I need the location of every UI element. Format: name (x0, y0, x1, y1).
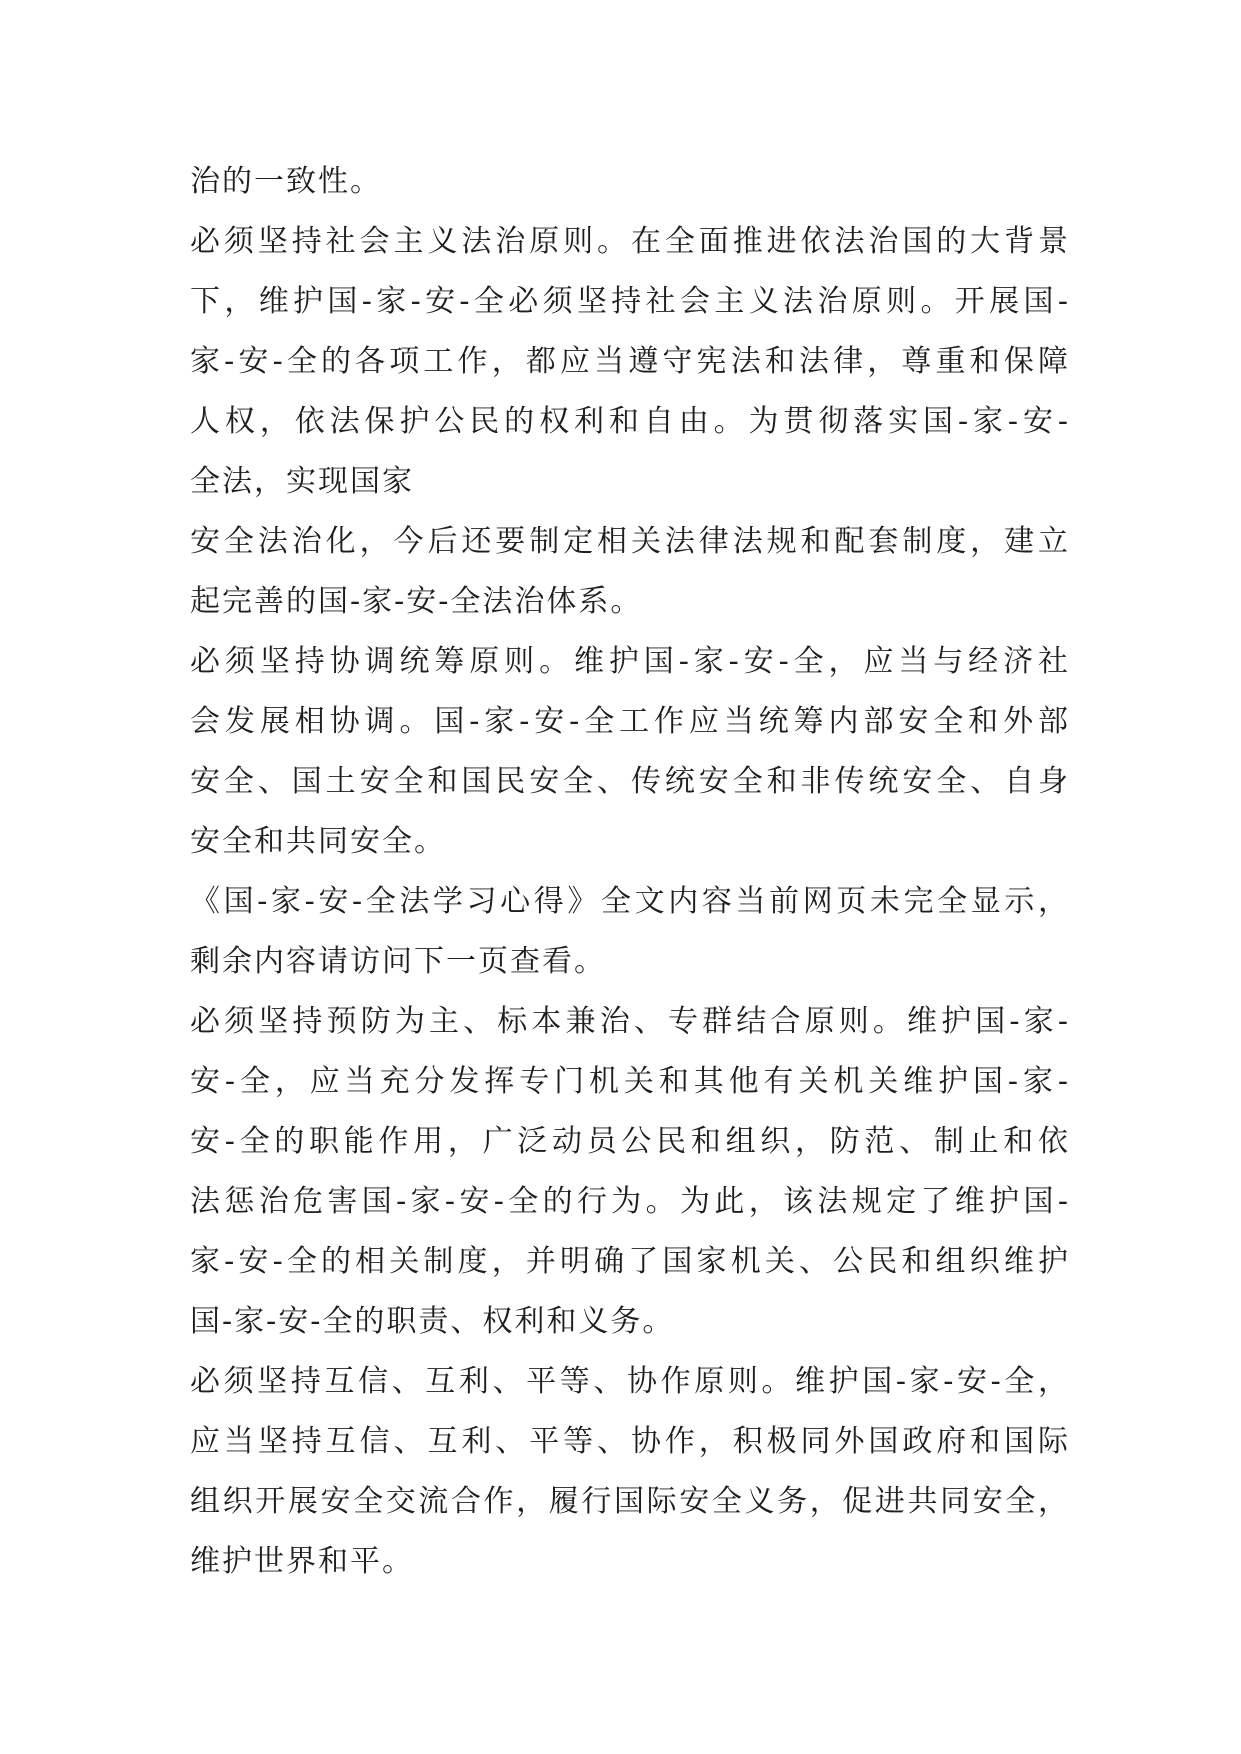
text-line: 法惩治危害国-家-安-全的行为。为此，该法规定了维护国- (190, 1184, 1070, 1219)
notice-line: 《国-家-安-全法学习心得》全文内容当前网页未完全显示， (190, 884, 1070, 919)
text-line: 必须坚持社会主义法治原则。在全面推进依法治国的大背景 (190, 224, 1070, 259)
text-line: 安-全，应当充分发挥专门机关和其他有关机关维护国-家- (190, 1064, 1070, 1099)
text-line: 安全和共同安全。 (190, 824, 446, 859)
text-line: 必须坚持预防为主、标本兼治、专群结合原则。维护国-家- (190, 1004, 1070, 1039)
text-line: 家-安-全的各项工作，都应当遵守宪法和法律，尊重和保障 (190, 344, 1070, 379)
text-line: 必须坚持互信、互利、平等、协作原则。维护国-家-安-全， (190, 1364, 1070, 1399)
text-line: 安全、国土安全和国民安全、传统安全和非传统安全、自身 (190, 764, 1070, 799)
text-line: 应当坚持互信、互利、平等、协作，积极同外国政府和国际 (190, 1424, 1070, 1459)
text-line: 必须坚持协调统筹原则。维护国-家-安-全，应当与经济社 (190, 644, 1070, 679)
notice-line: 剩余内容请访问下一页查看。 (190, 944, 606, 979)
text-line: 全法，实现国家 (190, 464, 414, 499)
text-line: 安全法治化，今后还要制定相关法律法规和配套制度，建立 (190, 524, 1070, 559)
document-body (190, 152, 1070, 1592)
text-line: 组织开展安全交流合作，履行国际安全义务，促进共同安全， (190, 1484, 1070, 1519)
text-line: 安-全的职能作用，广泛动员公民和组织，防范、制止和依 (190, 1124, 1070, 1159)
text-line: 维护世界和平。 (190, 1544, 414, 1579)
text-line: 下，维护国-家-安-全必须坚持社会主义法治原则。开展国- (190, 284, 1070, 319)
text-line: 会发展相协调。国-家-安-全工作应当统筹内部安全和外部 (190, 704, 1070, 739)
text-line: 家-安-全的相关制度，并明确了国家机关、公民和组织维护 (190, 1244, 1070, 1279)
text-line: 治的一致性。 (190, 164, 382, 199)
text-line: 人权，依法保护公民的权利和自由。为贯彻落实国-家-安- (190, 404, 1070, 439)
text-line: 起完善的国-家-安-全法治体系。 (190, 584, 643, 619)
text-line: 国-家-安-全的职责、权利和义务。 (190, 1304, 675, 1339)
